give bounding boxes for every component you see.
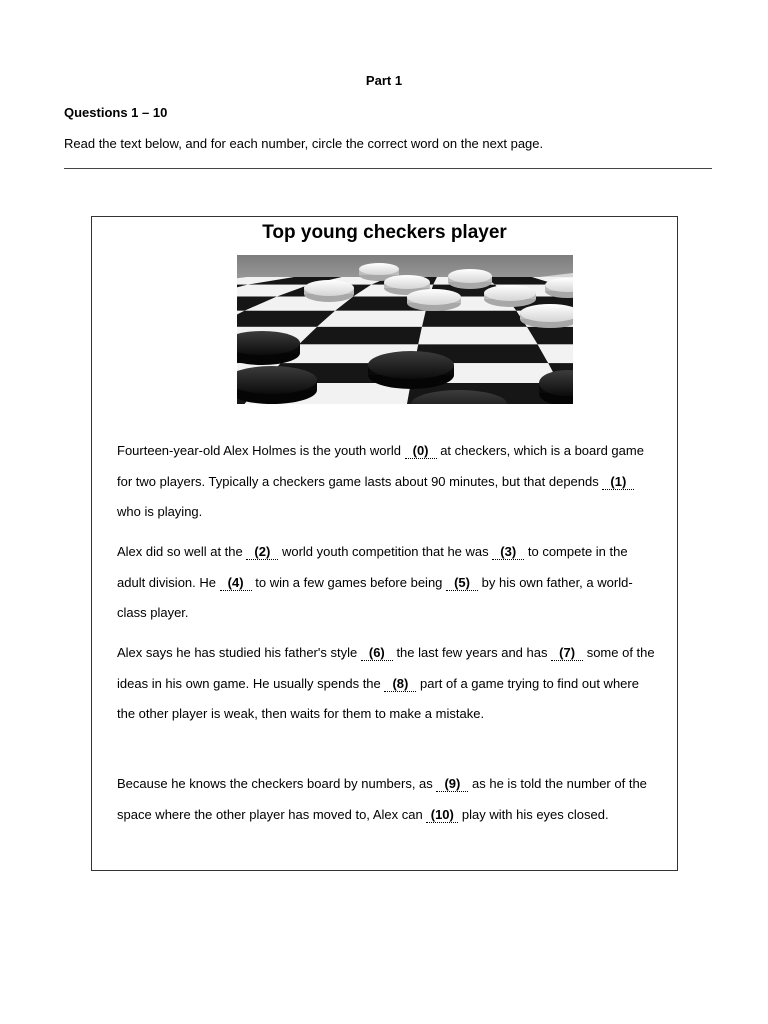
paragraph-4: Because he knows the checkers board by numbers, as (9) as he is told the number of the space where the other player has moved to, Alex can (10) play with his eyes closed. [117, 776, 647, 822]
gap-7: (7) [551, 646, 583, 661]
part-heading: Part 1 [365, 73, 403, 88]
gap-8: (8) [384, 677, 416, 692]
paragraph-3: Alex says he has studied his father's style (6) the last few years and has (7) some of the ideas in his own game. He usually spends the (8) part of a game trying to find out where the other player is weak, then waits for them to make a mistake. [117, 645, 655, 721]
gap-4: (4) [220, 576, 252, 591]
gap-10: (10) [426, 808, 458, 823]
paragraph-1: Fourteen-year-old Alex Holmes is the youth world (0) at checkers, which is a board game for two players. Typically a checkers game lasts about 90 minutes, but that depends (1) who is playing. [117, 443, 644, 519]
paragraph-2: Alex did so well at the (2) world youth competition that he was (3) to compete in the adult division. He (4) to win a few games before being (5) by his own father, a world-class player. [117, 544, 633, 620]
checkers-board-photo [237, 255, 573, 404]
divider [64, 168, 712, 169]
article-title: Top young checkers player [262, 222, 507, 243]
gap-1: (1) [602, 475, 634, 490]
gap-3: (3) [492, 545, 524, 560]
instructions: Read the text below, and for each number, circle the correct word on the next page. [64, 136, 544, 151]
gap-9: (9) [436, 777, 468, 792]
gap-0: (0) [405, 444, 437, 459]
gap-5: (5) [446, 576, 478, 591]
questions-heading: Questions 1 – 10 [64, 105, 168, 120]
gap-6: (6) [361, 646, 393, 661]
gap-2: (2) [246, 545, 278, 560]
